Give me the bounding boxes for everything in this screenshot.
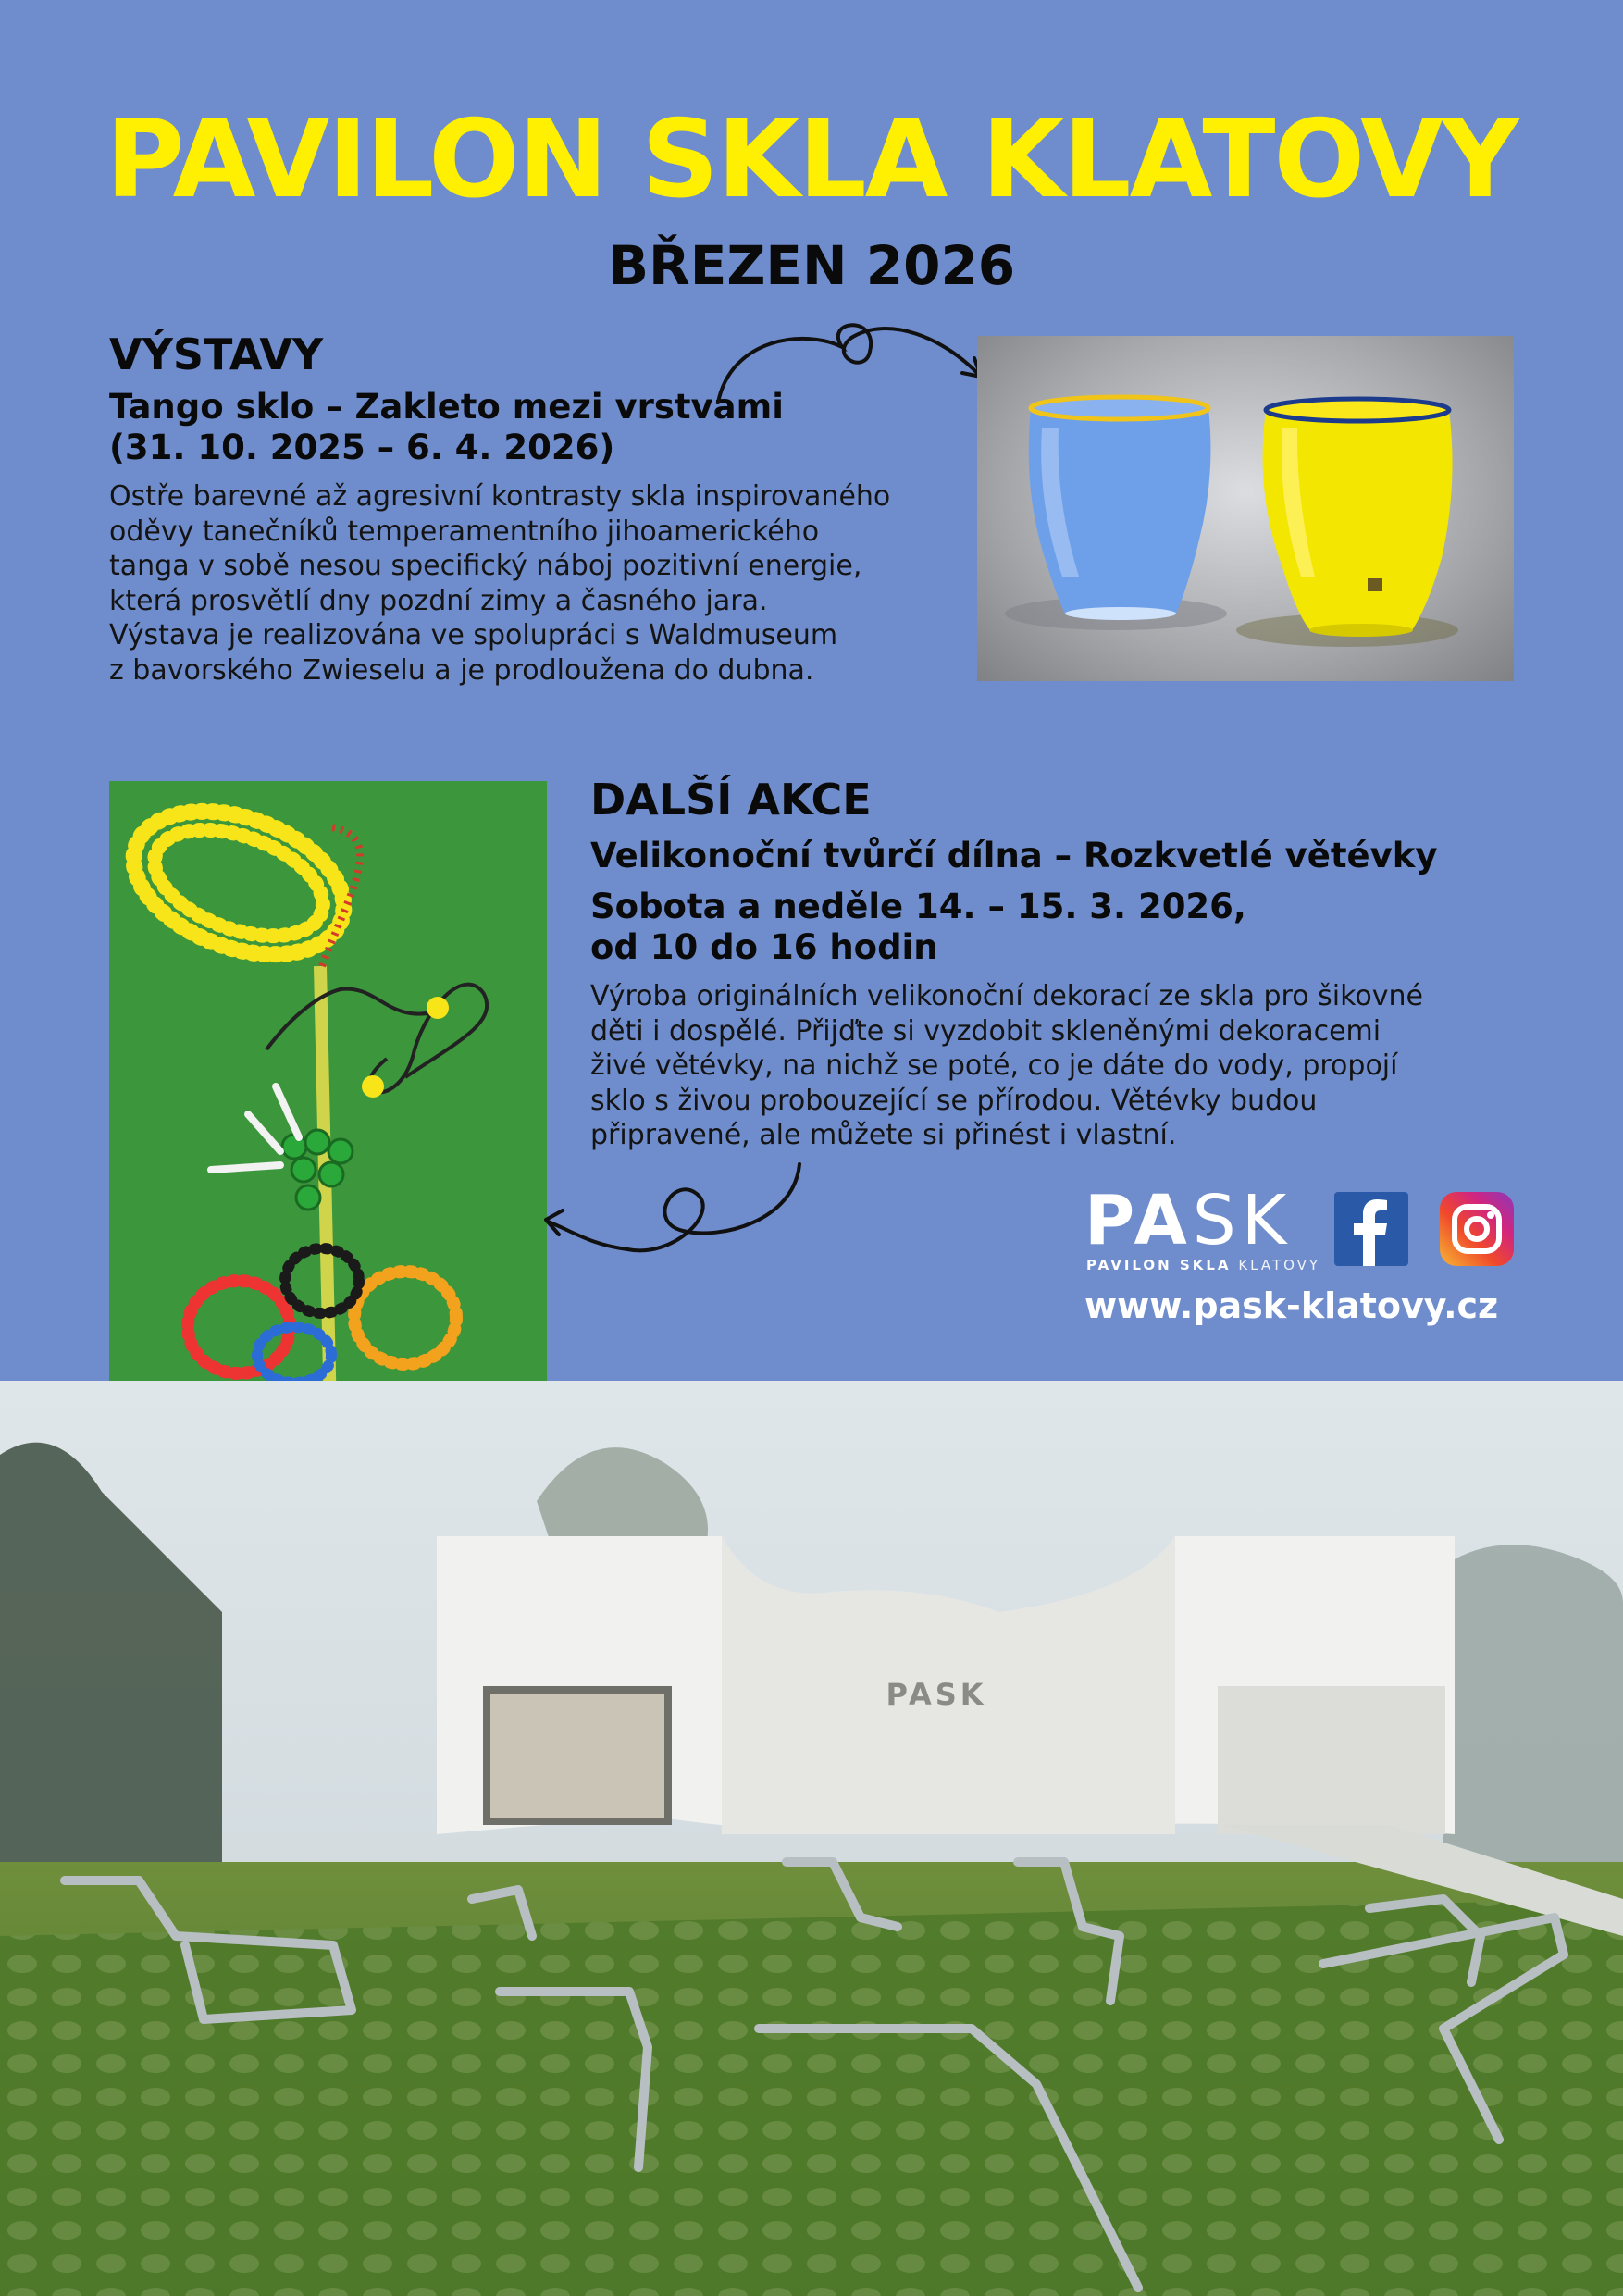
logo-word-light: SK xyxy=(1192,1181,1293,1260)
decorative-arrow-right xyxy=(712,310,990,421)
website-link[interactable]: www.pask-klatovy.cz xyxy=(1084,1285,1499,1326)
text-line: oděvy tanečníků temperamentního jihoamerického xyxy=(109,515,820,548)
text-line: z bavorského Zwieselu a je prodloužena do dubna. xyxy=(109,654,814,687)
text-line: živé větévky, na nichž se poté, co je dáte do vody, propojí xyxy=(590,1049,1398,1082)
pask-logo-subtitle xyxy=(1086,1257,1320,1273)
logo-word-bold: PA xyxy=(1084,1181,1193,1260)
pask-logo-word xyxy=(1084,1181,1293,1260)
text-line: Výroba originálních velikonoční dekorací ze skla pro šikovné xyxy=(590,980,1423,1012)
text-line: tanga v sobě nesou specifický náboj pozitivní energie, xyxy=(109,550,862,582)
decorative-arrow-left xyxy=(535,1157,812,1268)
event-title: Velikonoční tvůrčí dílna – Rozkvetlé větévky xyxy=(590,836,1438,875)
exhibition-dates: (31. 10. 2025 – 6. 4. 2026) xyxy=(109,428,615,467)
instagram-icon[interactable] xyxy=(1440,1192,1514,1266)
logo-sub-bold: PAVILON SKLA xyxy=(1086,1257,1232,1273)
event-date: Sobota a neděle 14. – 15. 3. 2026, xyxy=(590,887,1246,926)
month-subtitle: BŘEZEN 2026 xyxy=(607,234,1016,297)
logo-sub-light: KLATOVY xyxy=(1238,1257,1321,1273)
pask-logo xyxy=(1084,1181,1321,1273)
facebook-icon[interactable] xyxy=(1334,1192,1408,1266)
text-line: která prosvětlí dny pozdní zimy a časného jara. xyxy=(109,585,768,617)
page-title: PAVILON SKLA KLATOVY xyxy=(105,97,1518,222)
exhibition-title: Tango sklo – Zakleto mezi vrstvami xyxy=(109,387,784,427)
text-line: připravené, ale můžete si přinést i vlastní. xyxy=(590,1119,1177,1151)
building-photo xyxy=(0,1381,1623,2296)
events-heading: DALŠÍ AKCE xyxy=(590,775,872,825)
beaded-branch-photo xyxy=(109,781,547,1455)
text-line: Výstava je realizována ve spolupráci s Waldmuseum xyxy=(109,619,838,652)
text-line: Ostře barevné až agresivní kontrasty skla inspirovaného xyxy=(109,480,891,513)
glass-vases-photo xyxy=(977,336,1514,681)
building-sign: PASK xyxy=(886,1677,987,1712)
event-time: od 10 do 16 hodin xyxy=(590,927,938,967)
exhibitions-heading: VÝSTAVY xyxy=(109,329,324,379)
text-line: děti i dospělé. Přijďte si vyzdobit skleněnými dekoracemi xyxy=(590,1015,1381,1048)
text-line: sklo s živou probouzející se přírodou. Větévky budou xyxy=(590,1085,1318,1117)
